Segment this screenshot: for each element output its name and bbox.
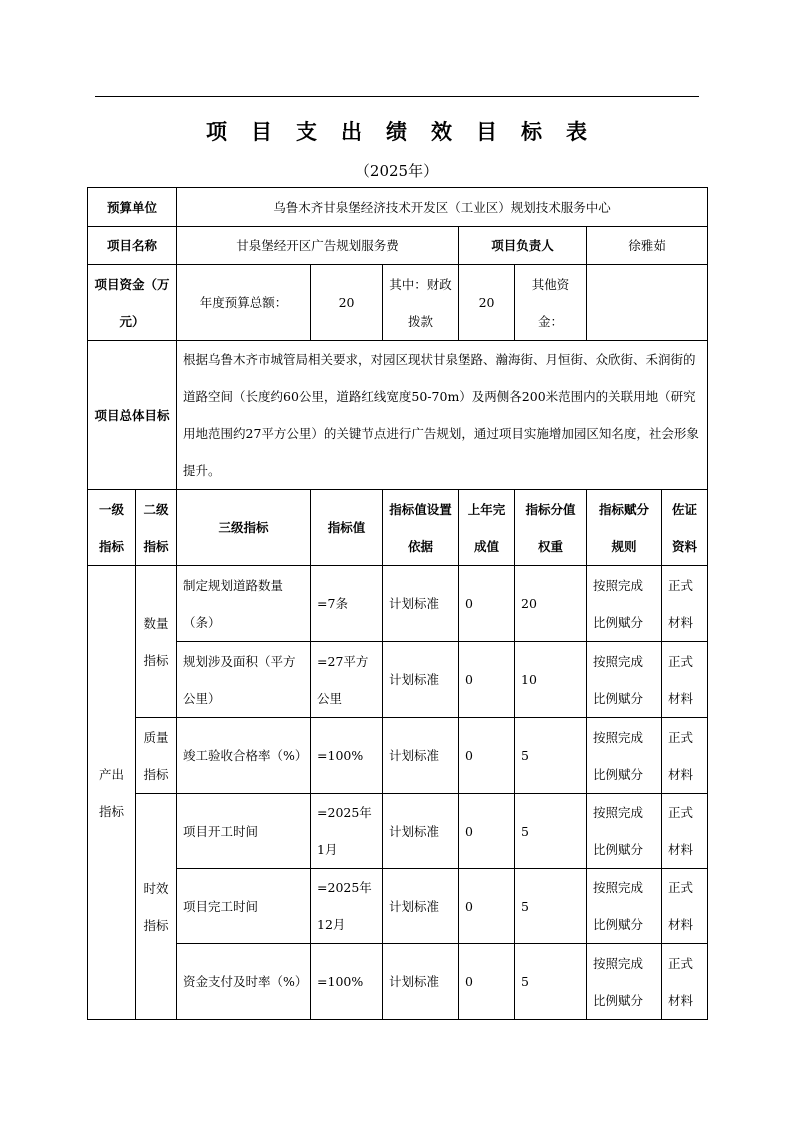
indicator-rule: 按照完成比例赋分 bbox=[587, 794, 662, 869]
indicator-rule: 按照完成比例赋分 bbox=[587, 566, 662, 642]
indicator-weight: 5 bbox=[515, 718, 587, 794]
indicator-weight: 20 bbox=[515, 566, 587, 642]
project-name-value: 甘泉堡经开区广告规划服务费 bbox=[177, 227, 459, 265]
top-rule bbox=[95, 96, 699, 97]
document-title: 项目支出绩效目标表 bbox=[206, 120, 611, 144]
indicator-last-year: 0 bbox=[459, 944, 515, 1020]
indicator-name: 制定规划道路数量（条） bbox=[177, 566, 311, 642]
overall-goal-text: 根据乌鲁木齐市城管局相关要求，对园区现状甘泉堡路、瀚海街、月恒街、众欣街、禾润街的道路空间（长度约60公里，道路红线宽度50-70m）及两侧各200米范围内的关联用地（研究用地范围约27平方公里）的关键节点进行广告规划，通过项目实施增加园区知名度，社会形象提升。 bbox=[177, 341, 708, 490]
col-evidence-header: 佐证资料 bbox=[662, 490, 708, 566]
project-name-label: 项目名称 bbox=[88, 227, 177, 265]
row-project-funds bbox=[88, 265, 708, 341]
indicator-name: 资金支付及时率（%） bbox=[177, 944, 311, 1020]
row-budget-unit bbox=[88, 188, 708, 227]
indicator-name: 规划涉及面积（平方公里） bbox=[177, 642, 311, 718]
indicator-weight: 5 bbox=[515, 794, 587, 869]
col-level3-header: 三级指标 bbox=[177, 490, 311, 566]
level2-timeliness: 时效指标 bbox=[136, 794, 177, 1020]
table-row bbox=[88, 566, 708, 642]
indicator-value: =7条 bbox=[311, 566, 383, 642]
overall-goal-label: 项目总体目标 bbox=[88, 341, 177, 490]
col-value-header: 指标值 bbox=[311, 490, 383, 566]
indicator-weight: 10 bbox=[515, 642, 587, 718]
project-owner-value: 徐雅茹 bbox=[587, 227, 708, 265]
indicator-basis: 计划标准 bbox=[383, 642, 459, 718]
fiscal-allocation-value: 20 bbox=[459, 265, 515, 341]
indicator-name: 项目开工时间 bbox=[177, 794, 311, 869]
indicator-weight: 5 bbox=[515, 944, 587, 1020]
table-row bbox=[88, 794, 708, 869]
table-row bbox=[88, 718, 708, 794]
row-project-name bbox=[88, 227, 708, 265]
other-funds-label: 其他资金： bbox=[515, 265, 587, 341]
budget-unit-label: 预算单位 bbox=[88, 188, 177, 227]
indicator-last-year: 0 bbox=[459, 642, 515, 718]
indicator-rule: 按照完成比例赋分 bbox=[587, 869, 662, 944]
indicator-rule: 按照完成比例赋分 bbox=[587, 944, 662, 1020]
indicator-last-year: 0 bbox=[459, 566, 515, 642]
row-column-headers bbox=[88, 490, 708, 566]
indicator-basis: 计划标准 bbox=[383, 944, 459, 1020]
col-basis-header: 指标值设置依据 bbox=[383, 490, 459, 566]
annual-budget-label: 年度预算总额： bbox=[177, 265, 311, 341]
indicator-basis: 计划标准 bbox=[383, 718, 459, 794]
indicator-last-year: 0 bbox=[459, 869, 515, 944]
indicator-evidence: 正式材料 bbox=[662, 642, 708, 718]
level1-output: 产出指标 bbox=[88, 566, 136, 1020]
indicator-evidence: 正式材料 bbox=[662, 718, 708, 794]
col-weight-header: 指标分值权重 bbox=[515, 490, 587, 566]
indicator-evidence: 正式材料 bbox=[662, 566, 708, 642]
indicator-basis: 计划标准 bbox=[383, 794, 459, 869]
table-row bbox=[88, 944, 708, 1020]
col-level1-header: 一级指标 bbox=[88, 490, 136, 566]
indicator-rule: 按照完成比例赋分 bbox=[587, 642, 662, 718]
indicator-evidence: 正式材料 bbox=[662, 869, 708, 944]
col-level2-header: 二级指标 bbox=[136, 490, 177, 566]
col-rule-header: 指标赋分规则 bbox=[587, 490, 662, 566]
budget-unit-value: 乌鲁木齐甘泉堡经济技术开发区（工业区）规划技术服务中心 bbox=[177, 188, 708, 227]
other-funds-value bbox=[587, 265, 708, 341]
annual-budget-value: 20 bbox=[311, 265, 383, 341]
level2-quantity: 数量指标 bbox=[136, 566, 177, 718]
performance-target-table bbox=[87, 187, 708, 1020]
project-owner-label: 项目负责人 bbox=[459, 227, 587, 265]
document-year: （2025年） bbox=[354, 162, 439, 180]
indicator-value: =2025年12月 bbox=[311, 869, 383, 944]
indicator-last-year: 0 bbox=[459, 718, 515, 794]
indicator-weight: 5 bbox=[515, 869, 587, 944]
indicator-evidence: 正式材料 bbox=[662, 944, 708, 1020]
indicator-name: 竣工验收合格率（%） bbox=[177, 718, 311, 794]
indicator-value: =27平方公里 bbox=[311, 642, 383, 718]
fiscal-allocation-label: 其中：财政拨款 bbox=[383, 265, 459, 341]
indicator-name: 项目完工时间 bbox=[177, 869, 311, 944]
indicator-value: =100% bbox=[311, 944, 383, 1020]
indicator-basis: 计划标准 bbox=[383, 869, 459, 944]
level2-quality: 质量指标 bbox=[136, 718, 177, 794]
row-overall-goal bbox=[88, 341, 708, 490]
indicator-rule: 按照完成比例赋分 bbox=[587, 718, 662, 794]
table-row bbox=[88, 869, 708, 944]
indicator-evidence: 正式材料 bbox=[662, 794, 708, 869]
indicator-value: =100% bbox=[311, 718, 383, 794]
indicator-basis: 计划标准 bbox=[383, 566, 459, 642]
project-funds-label: 项目资金（万元） bbox=[88, 265, 177, 341]
indicator-value: =2025年1月 bbox=[311, 794, 383, 869]
table-row bbox=[88, 642, 708, 718]
col-last-year-header: 上年完成值 bbox=[459, 490, 515, 566]
indicator-last-year: 0 bbox=[459, 794, 515, 869]
